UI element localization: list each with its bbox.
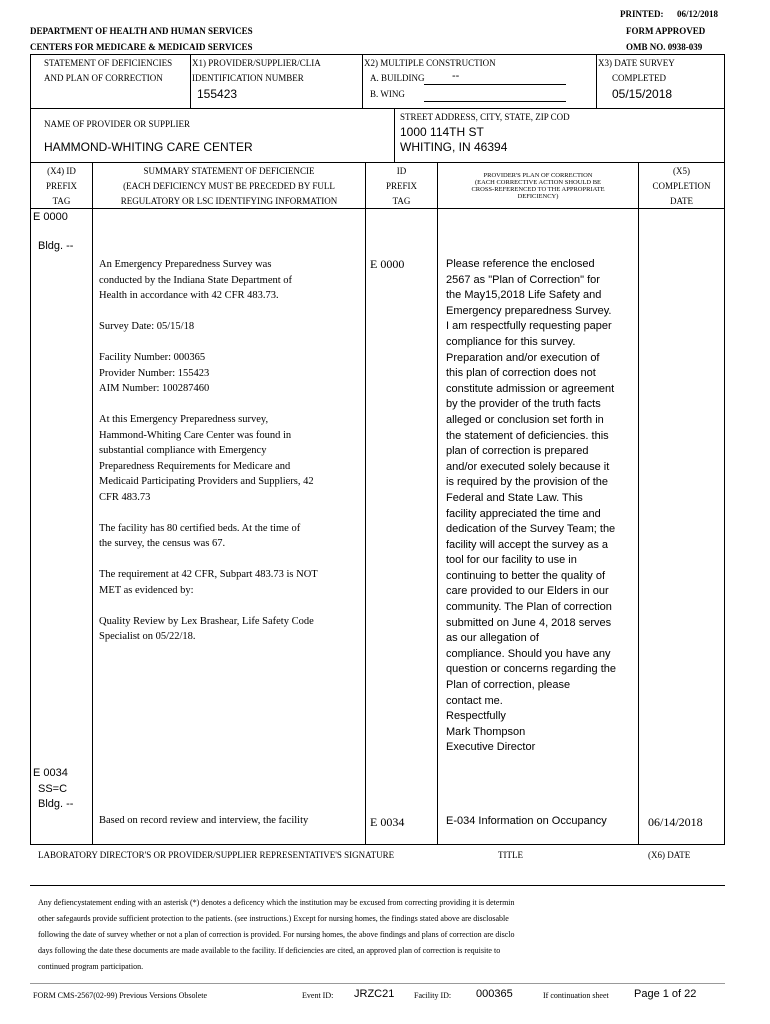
frame-line-2 [30, 162, 725, 163]
form-number: FORM CMS-2567(02-99) Previous Versions Obsolete [33, 991, 208, 1000]
frame-line-3 [30, 208, 725, 209]
form-approved: FORM APPROVED [626, 26, 706, 36]
provider-id-value: 155423 [197, 87, 238, 101]
event-id-label: Event ID: [302, 991, 334, 1000]
address-label: STREET ADDRESS, CITY, STATE, ZIP COD [400, 112, 570, 122]
poc-header-c: CROSS-REFERENCED TO THE APPROPRIATE [471, 186, 605, 193]
x6-date-label: (X6) DATE [648, 850, 691, 860]
title-label: TITLE [498, 850, 523, 860]
wing-line [424, 101, 566, 102]
col-div-3 [437, 162, 438, 844]
entry-tag-e0000: E 0000 [33, 211, 68, 223]
statement-label: STATEMENT OF DEFICIENCIES [44, 58, 173, 68]
x4-prefix-header: PREFIX [45, 181, 77, 191]
wing-label: B. WING [370, 89, 405, 99]
x5-header: (X5) [673, 166, 690, 176]
footer-line [30, 983, 725, 984]
provider-name-label: NAME OF PROVIDER OR SUPPLIER [44, 119, 191, 129]
divider-x1 [190, 54, 191, 108]
city-state-zip: WHITING, IN 46394 [400, 140, 508, 154]
signature-label: LABORATORY DIRECTOR'S OR PROVIDER/SUPPLIER REPRESENTATIVE'S SIGNATURE [38, 850, 395, 860]
plan-label: AND PLAN OF CORRECTION [44, 73, 163, 83]
building-label: A. BUILDING [370, 73, 425, 83]
plan-of-correction-text: Please reference the enclosed 2567 as "Plan of Correction" for the May15,2018 Life Safety and Emergency preparedness Survey. I am respectfully requesting paper compliance for this survey. Preparation and/or execution of this plan of correction does not constitute admission or agreement by the provider of the truth facts alleged or conclusion set forth in the statement of deficiencies. this plan of correction is prepared and/or executed solely because it is required by the provision of the Federal and State Law. This facility appreciated the time and dedication of the Survey Team; the facility will accept the survey as a tool for our facility to use in continuing to better the quality of care provided to our Elders in our community. The Plan of correction submitted on June 4, 2018 serves as our allegation of compliance. Should you have any question or concerns regarding the Plan of correction, please contact me. Respectfully Mark Thompson Executive Director [446, 258, 616, 754]
provider-name: HAMMOND-WHITING CARE CENTER [44, 140, 253, 154]
continuation-label: If continuation sheet [543, 991, 609, 1000]
entry-bldg-2: Bldg. -- [38, 798, 74, 810]
event-id-value: JRZC21 [354, 988, 395, 1000]
summary-header-b: (EACH DEFICIENCY MUST BE PRECEDED BY FULL [123, 181, 335, 191]
frame-top [30, 54, 725, 55]
disclaimer-line: days following the date these documents are made available to the facility. If deficiencies are cited, an approved plan of correction is requisite to [38, 946, 501, 955]
printed-label: PRINTED: [620, 9, 664, 19]
summary-header-c: REGULATORY OR LSC IDENTIFYING INFORMATION [120, 196, 338, 206]
printed-date: 06/12/2018 [677, 9, 719, 19]
summary-statement: An Emergency Preparedness Survey was conducted by the Indiana State Department of Health in accordance with 42 CFR 483.73. Survey Date: 05/15/18 Facility Number: 000365 Provider Number: 155423 AIM Number: 100287460 At this Emergency Preparedness survey, Hammond-Whiting Care Center was found in substantial compliance with Emergency Preparedness Requirements for Medicare and Medicaid Participating Providers and Suppliers, 42 CFR 483.73 The facility has 80 certified beds. At the time of the survey, the census was 67. The requirement at 42 CFR, Subpart 483.73 is NOT MET as evidenced by: Quality Review by Lex Brashear, Life Safety Code Specialist on 05/22/18. [99, 259, 318, 642]
x1-label-b: IDENTIFICATION NUMBER [192, 73, 304, 83]
disclaimer-line: following the date of survey whether or not a plan of correction is provided. For nursing homes, the above findings and plans of correction are disclo [38, 930, 515, 939]
col-div-4 [638, 162, 639, 844]
divider-x3 [596, 54, 597, 108]
disclaimer [38, 895, 722, 975]
frame-right [724, 54, 725, 845]
x3-label-b: COMPLETED [612, 73, 666, 83]
id-tag-e0034: E 0034 [370, 815, 405, 829]
row2-poc: E-034 Information on Occupancy [446, 815, 607, 827]
col-div-2 [365, 162, 366, 844]
x2-label: X2) MULTIPLE CONSTRUCTION [364, 58, 496, 68]
row2-completion-date: 06/14/2018 [648, 815, 703, 829]
divider-x2 [362, 54, 363, 108]
frame-line-1 [30, 108, 725, 109]
page-number: Page 1 of 22 [634, 988, 697, 1000]
id-prefix-header: PREFIX [385, 181, 417, 191]
omb-number: OMB NO. 0938-039 [626, 42, 703, 52]
x4-id-header: (X4) ID [47, 166, 76, 176]
entry-bldg-1: Bldg. -- [38, 240, 74, 252]
survey-completed-date: 05/15/2018 [612, 87, 673, 101]
id-header: ID [396, 166, 407, 176]
facility-id-label: Facility ID: [414, 991, 452, 1000]
disclaimer-line: continued program participation. [38, 962, 144, 971]
x3-label: X3) DATE SURVEY [598, 58, 675, 68]
disclaimer-line: other safegaurds provide sufficient protection to the patients. (see instructions.) Except for nursing homes, the findings stated above are disclosable [38, 914, 509, 923]
completion-header: COMPLETION [652, 181, 711, 191]
summary-header-a: SUMMARY STATEMENT OF DEFICIENCIE [143, 166, 315, 176]
street-address: 1000 114TH ST [400, 125, 484, 139]
poc-header-b: (EACH CORRECTIVE ACTION SHOULD BE [474, 179, 602, 186]
signature-bottom-line [30, 885, 725, 886]
entry-tag-e0034: E 0034 [33, 767, 68, 779]
department-title: DEPARTMENT OF HEALTH AND HUMAN SERVICES [30, 26, 253, 36]
date-header: DATE [670, 196, 693, 206]
x4-tag-header: TAG [52, 196, 71, 206]
building-value: -- [452, 70, 460, 82]
divider-address [394, 108, 395, 162]
building-line [424, 84, 566, 85]
x1-label: X1) PROVIDER/SUPPLIER/CLIA [192, 58, 321, 68]
poc-header-d: DEFICIENCY) [517, 193, 559, 200]
cms-title: CENTERS FOR MEDICARE & MEDICAID SERVICES [30, 42, 253, 52]
facility-id-value: 000365 [476, 988, 513, 1000]
frame-bottom [30, 844, 725, 845]
id-tag-header: TAG [392, 196, 411, 206]
entry-ssc: SS=C [38, 783, 68, 795]
poc-header-a: PROVIDER'S PLAN OF CORRECTION [483, 172, 593, 179]
row2-summary: Based on record review and interview, the facility [99, 815, 309, 826]
disclaimer-line: Any defiencystatement ending with an asterisk (*) denotes a deficency which the institution may be excused from correcting providing it is determin [38, 898, 515, 907]
id-tag-e0000: E 0000 [370, 257, 405, 271]
col-div-1 [92, 162, 93, 844]
